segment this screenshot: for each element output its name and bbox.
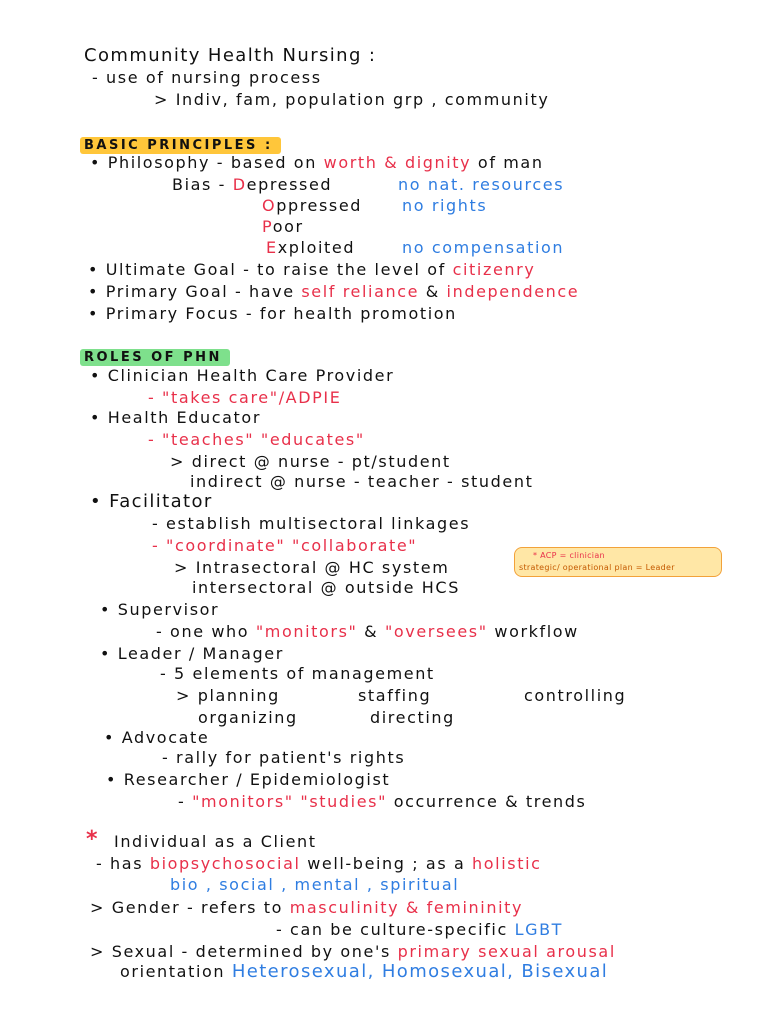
management-organizing: organizing xyxy=(198,708,298,727)
primary-goal-line: • Primary Goal - have self reliance & independence xyxy=(88,282,580,301)
intro-line: - use of nursing process xyxy=(92,68,322,87)
basic-principles-heading: BASIC PRINCIPLES : xyxy=(80,134,281,156)
clinician-line: • Clinician Health Care Provider xyxy=(90,366,395,385)
ultimate-goal-line: • Ultimate Goal - to raise the level of citizenry xyxy=(88,260,536,279)
bias-exploited-note: no compensation xyxy=(402,238,565,257)
bias-exploited: Exploited xyxy=(266,238,356,257)
facilitator-intersectoral-line: intersectoral @ outside HCS xyxy=(192,578,460,597)
management-controlling: controlling xyxy=(524,686,627,705)
facilitator-linkages-line: - establish multisectoral linkages xyxy=(152,514,471,533)
intro-sub-line: > Indiv, fam, population grp , community xyxy=(154,90,550,109)
roles-heading: ROLES OF PHN xyxy=(80,346,230,368)
gender-line: > Gender - refers to masculinity & femininity xyxy=(90,898,524,917)
primary-focus-line: • Primary Focus - for health promotion xyxy=(88,304,457,323)
management-planning: > planning xyxy=(176,686,280,705)
sticky-note: * ACP = clinician strategic/ operational plan = Leader xyxy=(514,547,722,577)
client-heading-line: Individual as a Client xyxy=(114,832,317,851)
facilitator-intrasectoral-line: > Intrasectoral @ HC system xyxy=(174,558,450,577)
supervisor-sub-line: - one who "monitors" & "oversees" workflow xyxy=(156,622,579,641)
client-star-icon: * xyxy=(86,827,100,852)
health-educator-line: • Health Educator xyxy=(90,408,261,427)
bias-depressed: Bias - Depressed xyxy=(172,175,333,194)
educator-indirect-line: indirect @ nurse - teacher - student xyxy=(190,472,534,491)
facilitator-coordinate-line: - "coordinate" "collaborate" xyxy=(152,536,418,555)
leader-manager-line: • Leader / Manager xyxy=(100,644,284,663)
educator-direct-line: > direct @ nurse - pt/student xyxy=(170,452,451,471)
client-biopsychosocial-line: - has biopsychosocial well-being ; as a holistic xyxy=(96,854,542,873)
management-directing: directing xyxy=(370,708,455,727)
gender-sub-line: - can be culture-specific LGBT xyxy=(276,920,564,939)
clinician-sub-line: - "takes care"/ADPIE xyxy=(148,388,342,407)
page-title: Community Health Nursing : xyxy=(84,45,377,66)
orientation-types-line: orientation Heterosexual, Homosexual, Bisexual xyxy=(120,961,609,982)
facilitator-line: • Facilitator xyxy=(90,491,213,512)
philosophy-line: • Philosophy - based on worth & dignity of man xyxy=(90,153,544,172)
researcher-line: • Researcher / Epidemiologist xyxy=(106,770,391,789)
researcher-sub-line: - "monitors" "studies" occurrence & trends xyxy=(178,792,587,811)
educator-sub-line: - "teaches" "educates" xyxy=(148,430,365,449)
management-staffing: staffing xyxy=(358,686,432,705)
bias-oppressed-note: no rights xyxy=(402,196,488,215)
sexual-orientation-line: > Sexual - determined by one's primary sexual arousal xyxy=(90,942,616,961)
advocate-line: • Advocate xyxy=(104,728,210,747)
bias-oppressed: Oppressed xyxy=(262,196,363,215)
bias-poor: Poor xyxy=(262,217,304,236)
leader-elements-line: - 5 elements of management xyxy=(160,664,435,683)
bias-depressed-note: no nat. resources xyxy=(398,175,565,194)
client-holistic-aspects: bio , social , mental , spiritual xyxy=(170,875,460,894)
supervisor-line: • Supervisor xyxy=(100,600,220,619)
advocate-sub-line: - rally for patient's rights xyxy=(162,748,406,767)
